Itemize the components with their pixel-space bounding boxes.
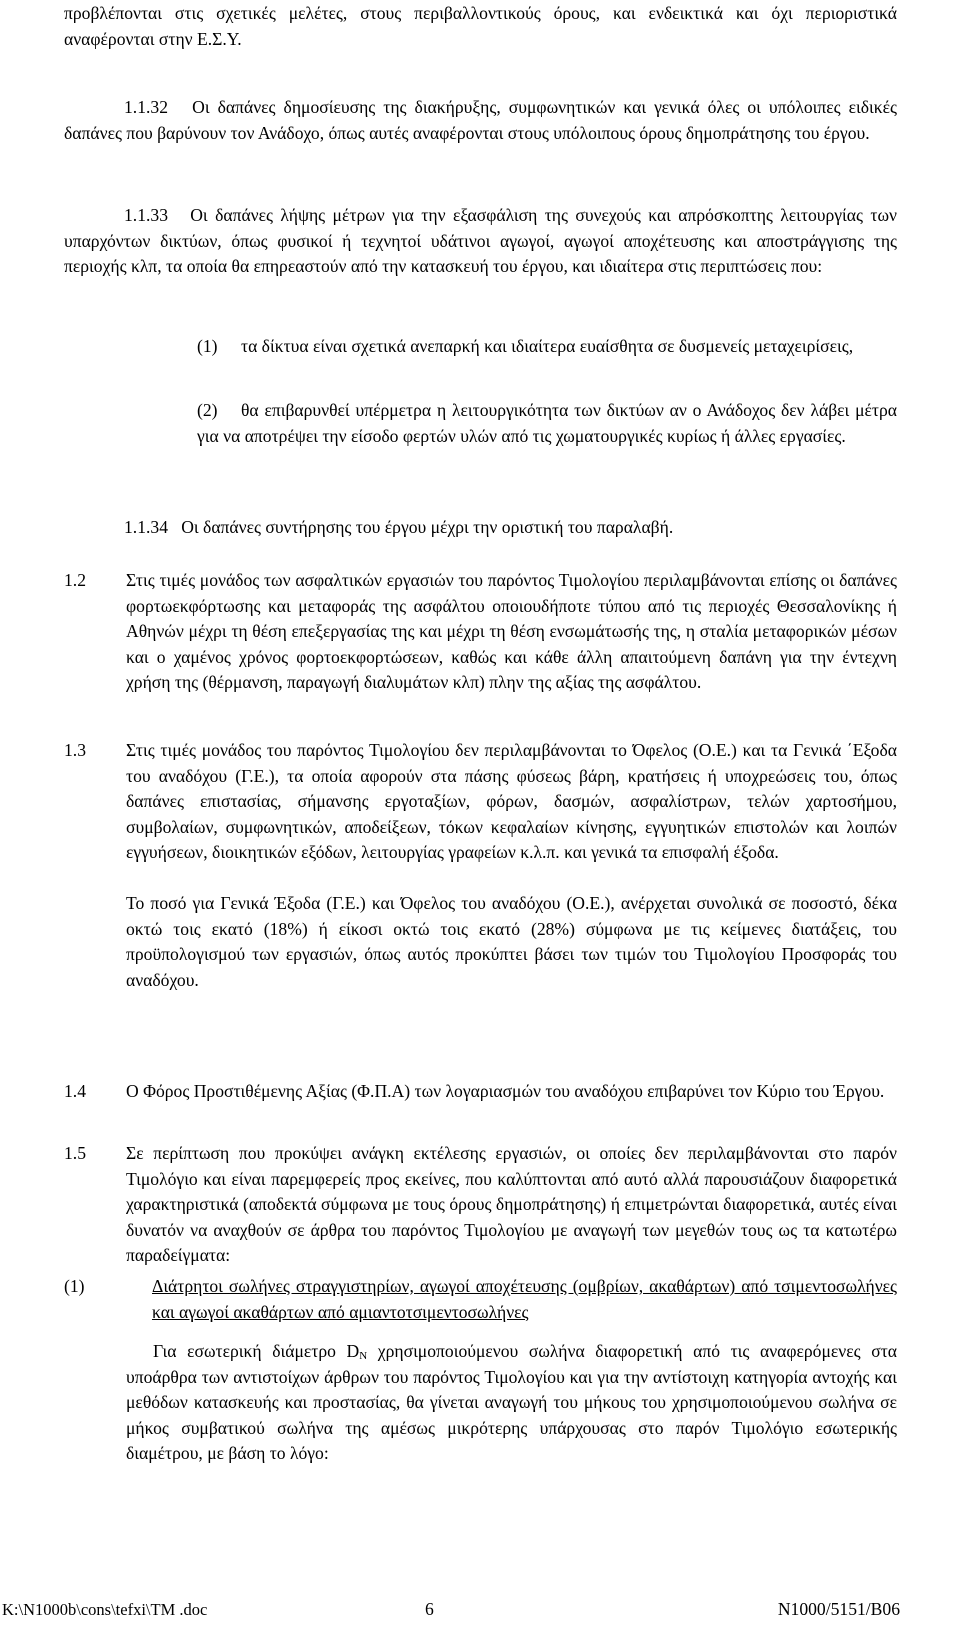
intro-text: προβλέπονται στις σχετικές μελέτες, στους περιβαλλοντικούς όρους, και ενδεικτικά και όχι περιοριστικά αναφέρονται στην Ε.Σ.Υ.: [64, 3, 897, 49]
para-text-b: χρησιμοποιούμενου σωλήνα διαφορετική από τις αναφερόμενες στα υποάρθρα των αντιστοίχων άρθρων του παρόντος Τιμολογίου και για την αντίστοιχη κατηγορία αντοχής και μεθόδων κατασκευής και προστασίας, θα γίνεται αναγωγή του μήκους του χρησιμοποιούμενου σωλήνα σε μήκος συμβατικού σωλήνα της αμέσως μικρότερης υπάρχουσας στο παρόν Τιμολόγιο εσωτερικής διαμέτρου, με βάση το λόγο:: [126, 1341, 897, 1464]
footer-path: K:\N1000b\cons\tefxi\TM .doc: [2, 1600, 208, 1619]
item-1-4: [64, 1079, 897, 1105]
item-number: 1.4: [64, 1081, 86, 1101]
sub-label: (1): [64, 1276, 85, 1296]
sub-text: τα δίκτυα είναι σχετικά ανεπαρκή και ιδιαίτερα ευαίσθητα σε δυσμενείς μεταχειρίσεις,: [241, 336, 854, 356]
intro-paragraph: [64, 1, 897, 52]
footer-page-number: 6: [425, 1599, 434, 1619]
item-text: Ο Φόρος Προστιθέμενης Αξίας (Φ.Π.Α) των λογαριασμών του αναδόχου επιβαρύνει τον Κύριο του Έργου.: [126, 1081, 885, 1101]
para-subscript: N: [359, 1350, 368, 1362]
item-1-1-33-sub-1: [197, 334, 897, 360]
sub-title: [152, 1274, 897, 1325]
item-1-1-33: [64, 203, 897, 280]
item-number: 1.1.33: [124, 205, 168, 225]
item-text: Στις τιμές μονάδος του παρόντος Τιμολογίου δεν περιλαμβάνονται το Όφελος (Ο.Ε.) και τα Γενικά ΄Εξοδα του αναδόχου (Γ.Ε.), τα οποία αφορούν στα πάσης φύσεως βάρη, κρατήσεις ή υποχρεώσεις του, όπως δαπάνες επιστασίας, σήμανσης εργοταξίων, φόρων, δασμών, ασφαλίστρων, τελών χαρτοσήμου, συμβολαίων, συμφωνητικών, αποδείξεων, τόκων κεφαλαίων κίνησης, εγγυητικών επιστολών και λοιπών εγγυήσεων, διοικητικών εξόδων, λειτουργίας γραφείων κ.λ.π. και γενικά τα επισφαλή έξοδα.: [126, 740, 897, 863]
footer-code: N1000/5151/B06: [777, 1599, 900, 1619]
item-1-3: [64, 738, 897, 993]
item-1-1-33-sub-2: [197, 398, 897, 449]
item-text: Στις τιμές μονάδος των ασφαλτικών εργασιών του παρόντος Τιμολογίου περιλαμβάνονται επίσης οι δαπάνες φορτωεκφόρτωσης και μεταφοράς της ασφάλτου οποιουδήποτε τύπου από τις περιοχές Θεσσαλονίκης ή Αθηνών μέχρι τη θέση επεξεργασίας της και μέχρι τη θέση ενσωμάτωσής της, η σταλία μεταφορικών μέσων και ο χαμένος χρόνος φορτοεκφορτώσεων, καθώς και κάθε άλλη απαιτούμενη δαπάνη για την έντεχνη χρήση της (θέρμανση, παραγωγή διαλυμάτων κλπ) πλην της αξίας της ασφάλτου.: [126, 570, 897, 693]
item-number: 1.1.32: [124, 97, 168, 117]
item-text: Οι δαπάνες συντήρησης του έργου μέχρι την οριστική του παραλαβή.: [181, 517, 674, 537]
item-text: Οι δαπάνες λήψης μέτρων για την εξασφάλιση της συνεχούς και απρόσκοπτης λειτουργίας των υπαρχόντων δικτύων, όπως φυσικοί ή τεχνητοί υδάτινοι αγωγοί, αγωγοί αποχέτευσης και αποστράγγισης της περιοχής κλπ, τα οποία θα επηρεαστούν από την κατασκευή του έργου, και ιδιαίτερα στις περιπτώσεις που:: [64, 205, 897, 277]
item-text: Σε περίπτωση που προκύψει ανάγκη εκτέλεσης εργασιών, οι οποίες δεν περιλαμβάνονται στο παρόν Τιμολόγιο και είναι παρεμφερείς προς εκείνες, που καλύπτονται από αυτό αλλά παρουσιάζουν διαφορετικά χαρακτηριστικά (αποδεκτά σύμφωνα με τους όρους δημοπράτησης) ή επιμετρώνται διαφορετικά, αυτές είναι δυνατόν να αναχθούν σε άρθρα του παρόντος Τιμολογίου με αναγωγή των μεγεθών τους ως τα κατωτέρω παραδείγματα:: [126, 1143, 897, 1266]
item-1-5: [64, 1141, 897, 1269]
page-footer: [0, 1597, 960, 1627]
item-1-5-sub-1: [64, 1274, 897, 1325]
sub-label: (1): [197, 336, 218, 356]
item-number: 1.1.34: [124, 517, 168, 537]
para-text-a: Για εσωτερική διάμετρο D: [153, 1341, 360, 1361]
item-text-2: Το ποσό για Γενικά Έξοδα (Γ.Ε.) και Όφελος του αναδόχου (Ο.Ε.), ανέρχεται συνολικά σε ποσοστό, δέκα οκτώ τοις εκατό (18%) ή είκοσι οκτώ τοις εκατό (28%) σύμφωνα με τις κείμενες διατάξεις, του προϋπολογισμού των εργασιών, όπως αυτός προκύπτει βάσει των τιμών του Τιμολογίου Προσφοράς του αναδόχου.: [126, 892, 897, 990]
item-1-2: [64, 568, 897, 696]
item-text: Οι δαπάνες δημοσίευσης της διακήρυξης, συμφωνητικών και γενικά όλες οι υπόλοιπες ειδικές δαπάνες που βαρύνουν τον Ανάδοχο, όπως αυτές αναφέρονται στους υπόλοιπους όρους δημοπράτησης του έργου.: [64, 97, 897, 143]
item-number: 1.5: [64, 1143, 86, 1163]
item-number: 1.3: [64, 740, 86, 760]
sub-label: (2): [197, 400, 218, 420]
sub-text: θα επιβαρυνθεί υπέρμετρα η λειτουργικότητα των δικτύων αν ο Ανάδοχος δεν λάβει μέτρα για να αποτρέψει την είσοδο φερτών υλών από τις χωματουργικές κυρίως ή άλλες εργασίες.: [197, 400, 897, 446]
item-1-1-32: [64, 95, 897, 146]
item-1-5-paragraph: [126, 1339, 897, 1467]
item-1-1-34: [64, 515, 897, 541]
item-number: 1.2: [64, 570, 86, 590]
sub-title-text: Διάτρητοι σωλήνες στραγγιστηρίων, αγωγοί αποχέτευσης (ομβρίων, ακαθάρτων) από τσιμεντοσωλήνες και αγωγοί ακαθάρτων από αμιαντοτσιμεντοσωλήνες: [152, 1276, 897, 1322]
